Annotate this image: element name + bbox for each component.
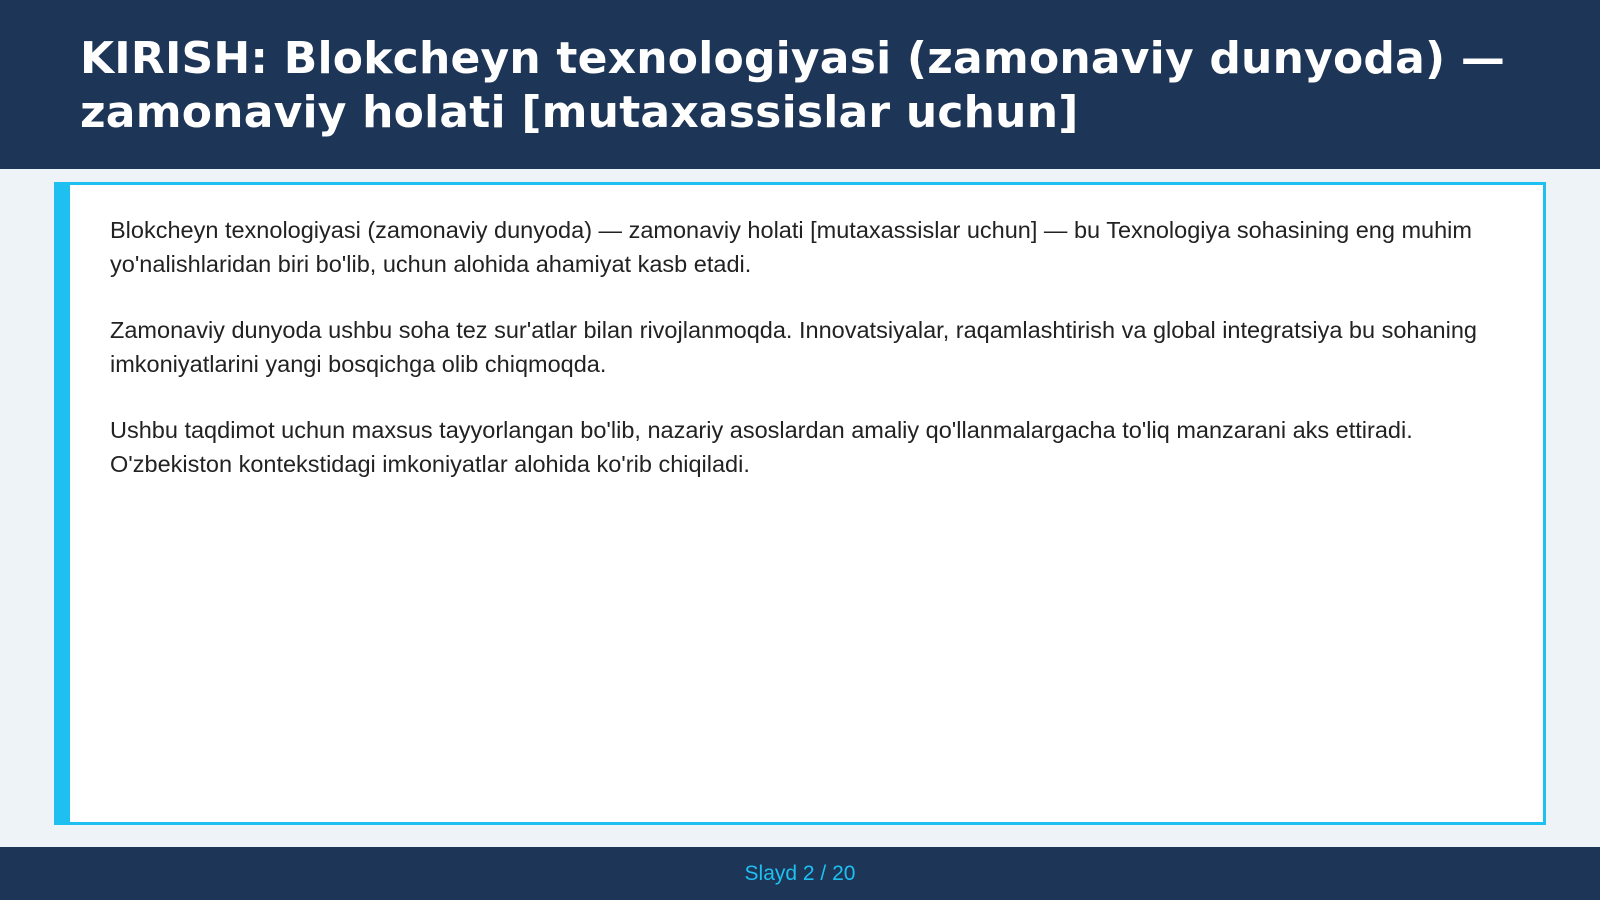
content-body: [110, 213, 1493, 513]
header-bar: [0, 0, 1600, 169]
paragraph-presentation-scope: Ushbu taqdimot uchun maxsus tayyorlangan bo'lib, nazariy asoslardan amaliy qo'llanmalargacha to'liq manzarani aks ettiradi. O'zbekiston kontekstidagi imkoniyatlar alohida ko'rib chiqiladi.: [110, 417, 1413, 477]
content-panel: [54, 182, 1546, 825]
footer-bar: [0, 847, 1600, 900]
slide-number: Slayd 2 / 20: [744, 862, 856, 885]
slide-title: KIRISH: Blokcheyn texnologiyasi (zamonaviy dunyoda) — zamonaviy holati [mutaxassislar uchun]: [80, 33, 1506, 138]
paragraph-intro: Blokcheyn texnologiyasi (zamonaviy dunyoda) — zamonaviy holati [mutaxassislar uchun] — bu Texnologiya sohasining eng muhim yo'nalishlaridan biri bo'lib, uchun alohida ahamiyat kasb etadi.: [110, 217, 1472, 277]
paragraph-modern-world: Zamonaviy dunyoda ushbu soha tez sur'atlar bilan rivojlanmoqda. Innovatsiyalar, raqamlashtirish va global integratsiya bu sohaning imkoniyatlarini yangi bosqichga olib chiqmoqda.: [110, 317, 1477, 377]
